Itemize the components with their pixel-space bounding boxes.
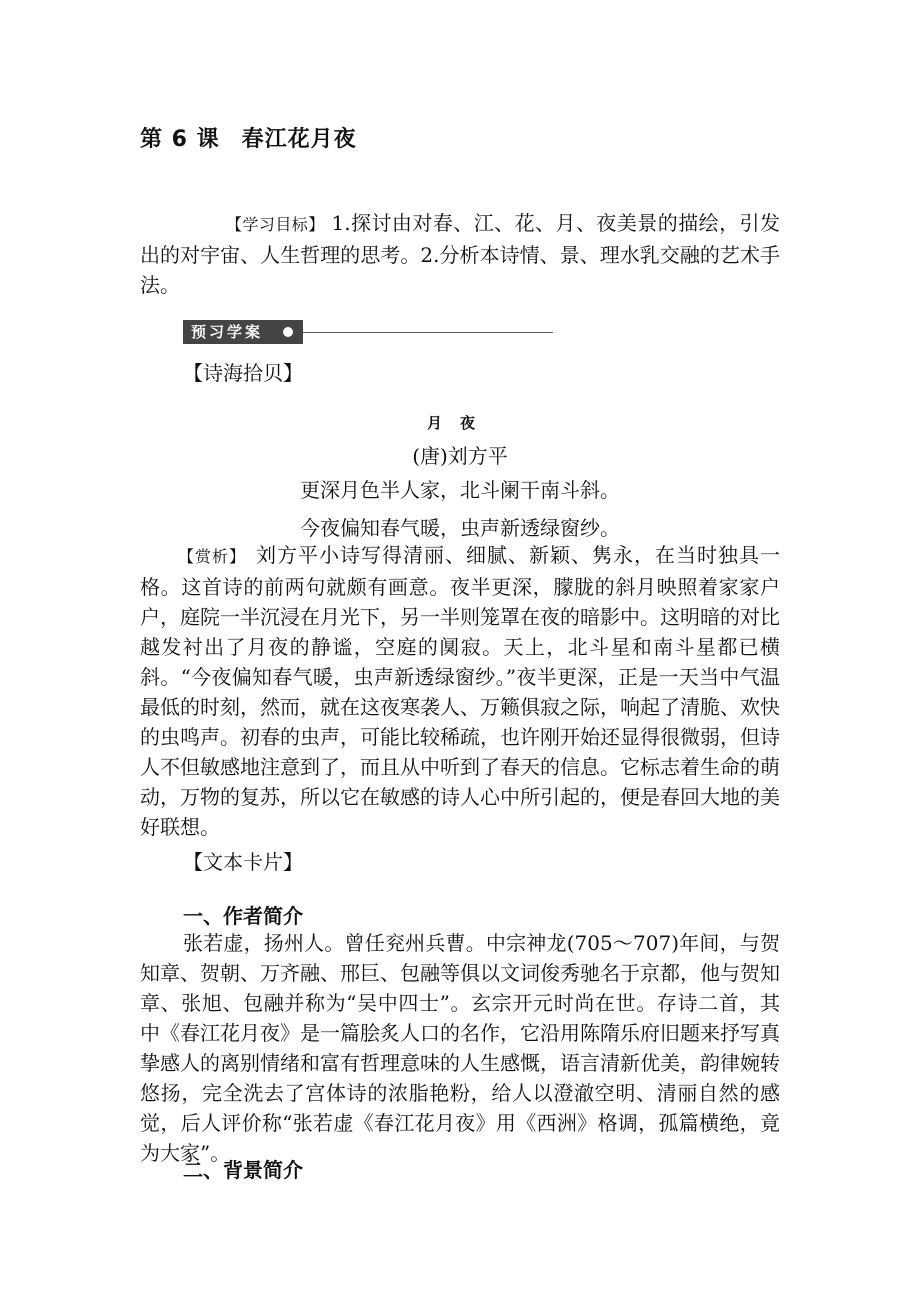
poem-title: 月夜: [426, 414, 493, 432]
preview-section-banner: [183, 320, 553, 344]
appreciation-label: 【赏析】: [178, 547, 246, 566]
lesson-number: 第 6 课: [140, 127, 220, 152]
banner-divider: [303, 332, 553, 333]
learning-objectives: [140, 208, 780, 300]
poem-line-1: 更深月色半人家，北斗阑干南斗斜。: [300, 478, 620, 502]
background-heading: 二、背景简介: [183, 1158, 303, 1182]
bullet-dot-icon: [283, 327, 293, 337]
section-poetry-heading: 【诗海拾贝】: [183, 361, 303, 385]
objectives-label: 【学习目标】: [226, 215, 325, 234]
section-text-card-heading: 【文本卡片】: [183, 850, 303, 874]
objectives-text: 1.探讨由对春、江、花、月、夜美景的描绘，引发出的对宇宙、人生哲理的思考。2.分析本诗情、景、理水乳交融的艺术手法。: [140, 211, 780, 297]
poem-author: (唐)刘方平: [412, 444, 508, 468]
appreciation-paragraph: [140, 540, 780, 842]
author-intro-paragraph: 张若虚，扬州人。曾任兖州兵曹。中宗神龙(705～707)年间，与贺知章、贺朝、万齐融、邢巨、包融等俱以文词俊秀驰名于京都，他与贺知章、张旭、包融并称为“吴中四士”。玄宗开元时尚在世。存诗二首，其中《春江花月夜》是一篇脍炙人口的名作，它沿用陈隋乐府旧题来抒写真挚感人的离别情绪和富有哲理意味的人生感慨，语言清新优美，韵律婉转悠扬，完全洗去了宫体诗的浓脂艳粉，给人以澄澈空明、清丽自然的感觉，后人评价称“张若虚《春江花月夜》用《西洲》格调，孤篇横绝，竟为大家”。: [140, 931, 780, 1165]
poem-line-2: 今夜偏知春气暖，虫声新透绿窗纱。: [300, 516, 620, 540]
appreciation-text: 刘方平小诗写得清丽、细腻、新颖、隽永，在当时独具一格。这首诗的前两句就颇有画意。夜半更深，朦胧的斜月映照着家家户户，庭院一半沉浸在月光下，另一半则笼罩在夜的暗影中。这明暗的对比越发衬出了月夜的静谧，空庭的阒寂。天上，北斗星和南斗星都已横斜。“今夜偏知春气暖，虫声新透绿窗纱。”夜半更深，正是一天当中气温最低的时刻，然而，就在这夜寒袭人、万籁俱寂之际，响起了清脆、欢快的虫鸣声。初春的虫声，可能比较稀疏，也许刚开始还显得很微弱，但诗人不但敏感地注意到了，而且从中听到了春天的信息。它标志着生命的萌动，万物的复苏，所以它在敏感的诗人心中所引起的，便是春回大地的美好联想。: [140, 543, 780, 839]
preview-tag: 预习学案: [183, 320, 303, 344]
lesson-name: 春江花月夜: [241, 127, 357, 152]
author-intro-heading: 一、作者简介: [183, 904, 303, 928]
lesson-title: [140, 122, 357, 153]
